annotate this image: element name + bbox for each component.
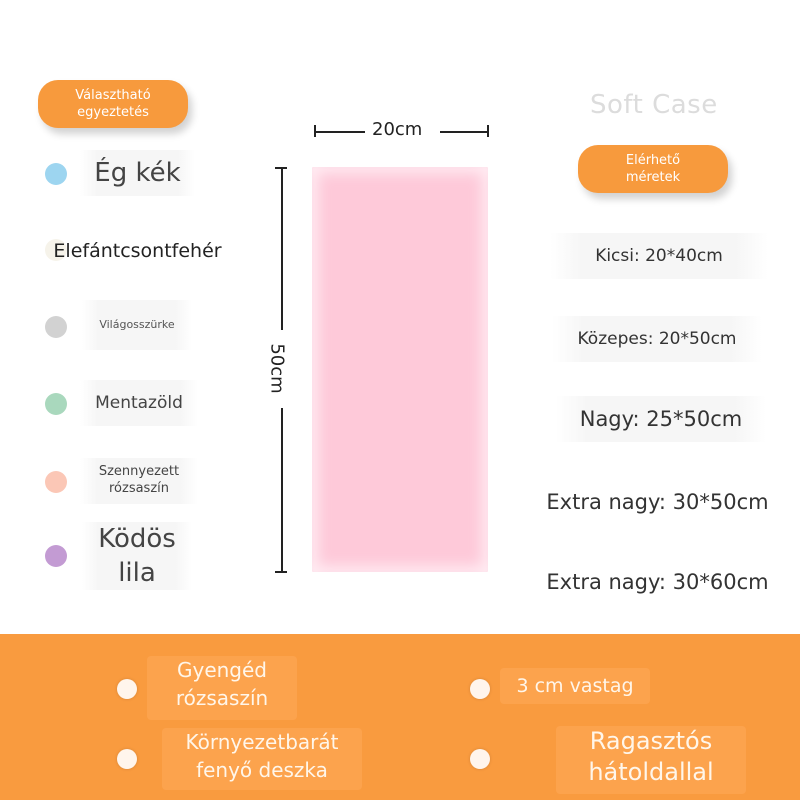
size-small[interactable]: Kicsi: 20*40cm <box>550 233 768 279</box>
size-extra-large-1[interactable]: Extra nagy: 30*50cm <box>546 490 769 514</box>
width-dimension-line-left <box>315 131 365 133</box>
brand-title: Soft Case <box>590 90 718 120</box>
width-dimension-tick-left <box>314 125 316 137</box>
height-dimension-line-top <box>281 167 283 330</box>
product-panel <box>312 167 488 572</box>
feature-bullet-eco <box>117 749 137 769</box>
size-medium[interactable]: Közepes: 20*50cm <box>552 316 762 362</box>
width-dimension-label: 20cm <box>372 119 423 140</box>
size-large[interactable]: Nagy: 25*50cm <box>556 396 766 442</box>
width-dimension-line-right <box>440 131 488 133</box>
feature-bullet-thickness <box>470 679 490 699</box>
color-options-label: Választható egyeztetés <box>75 88 151 120</box>
color-swatch-dusty-pink[interactable] <box>45 471 67 493</box>
color-label-mint-green: Mentazöld <box>80 380 198 426</box>
color-options-badge <box>38 80 188 128</box>
size-extra-large-2[interactable]: Extra nagy: 30*60cm <box>546 570 769 594</box>
height-dimension-label: 50cm <box>266 343 288 394</box>
feature-bullet-adhesive <box>470 749 490 769</box>
height-dimension-line-bottom <box>281 408 283 572</box>
color-swatch-misty-purple[interactable] <box>45 545 67 567</box>
feature-thickness: 3 cm vastag <box>500 668 650 704</box>
sizes-badge <box>578 145 728 193</box>
color-swatch-mint-green[interactable] <box>45 393 67 415</box>
feature-adhesive: Ragasztós hátoldallal <box>556 726 746 794</box>
feature-bullet-pink <box>117 679 137 699</box>
color-label-ivory: Elefántcsontfehér <box>53 240 222 262</box>
color-label-light-gray: Világosszürke <box>82 300 192 350</box>
feature-pink: Gyengéd rózsaszín <box>147 656 297 720</box>
color-label-misty-purple: Ködös lila <box>82 522 192 590</box>
sizes-label: Elérhető méretek <box>625 153 681 185</box>
color-swatch-light-gray[interactable] <box>45 316 67 338</box>
feature-eco: Környezetbarát fenyő deszka <box>162 728 362 790</box>
color-label-sky-blue: Ég kék <box>80 150 195 196</box>
color-label-dusty-pink: Szennyezett rózsaszín <box>80 458 198 504</box>
color-swatch-sky-blue[interactable] <box>45 163 67 185</box>
height-dimension-tick-bottom <box>275 571 287 573</box>
width-dimension-tick-right <box>487 125 489 137</box>
